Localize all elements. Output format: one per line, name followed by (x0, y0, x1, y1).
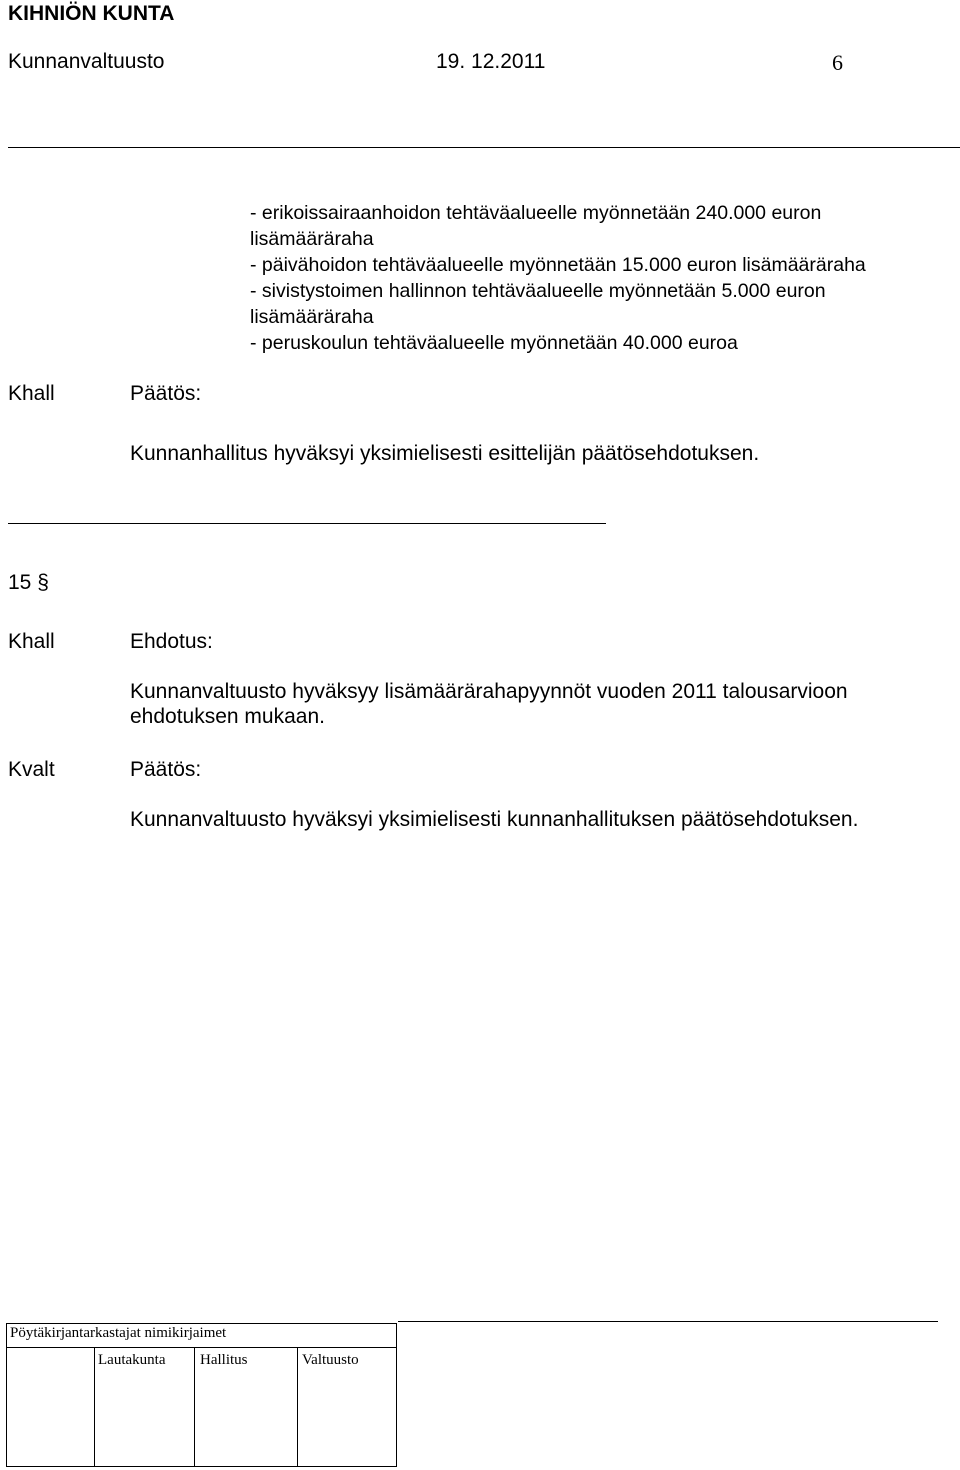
meeting-date: 19. 12.2011 (436, 50, 546, 73)
list-item: - päivähoidon tehtäväalueelle myönnetään 15.000 euron lisämääräraha (250, 254, 866, 276)
initials-table-title: Pöytäkirjantarkastajat nimikirjaimet (10, 1325, 227, 1341)
list-item: lisämääräraha (250, 228, 374, 250)
proposal-text-line1: Kunnanvaltuusto hyväksyy lisämäärärahapyynnöt vuoden 2011 talousarvioon (130, 680, 848, 703)
municipality-name: KIHNIÖN KUNTA (8, 2, 175, 25)
decision2-text: Kunnanvaltuusto hyväksyi yksimielisesti kunnanhallituksen päätösehdotuksen. (130, 808, 859, 831)
proposal-text-line2: ehdotuksen mukaan. (130, 705, 325, 728)
meeting-body: Kunnanvaltuusto (8, 50, 165, 73)
decision1-label: Päätös: (130, 382, 202, 405)
initials-column-divider (297, 1347, 298, 1467)
list-item: - sivistystoimen hallinnon tehtäväalueelle myönnetään 5.000 euron (250, 280, 826, 302)
list-item: - erikoissairaanhoidon tehtäväalueelle myönnetään 240.000 euron (250, 202, 822, 224)
initials-table-divider (6, 1347, 397, 1348)
initials-column-valtuusto: Valtuusto (302, 1352, 359, 1368)
decision2-label: Päätös: (130, 758, 202, 781)
list-item: lisämääräraha (250, 306, 374, 328)
initials-column-lautakunta: Lautakunta (98, 1352, 166, 1368)
initials-column-divider (94, 1347, 95, 1467)
initials-table (6, 1323, 397, 1467)
proposal-label: Ehdotus: (130, 630, 213, 653)
section-number: 15 § (8, 571, 49, 594)
header-divider (8, 147, 960, 148)
decision1-body: Khall (8, 382, 55, 405)
decision1-text: Kunnanhallitus hyväksyi yksimielisesti esittelijän päätösehdotuksen. (130, 442, 760, 465)
list-item: - peruskoulun tehtäväalueelle myönnetään 40.000 euroa (250, 332, 738, 354)
initials-column-divider (194, 1347, 195, 1467)
initials-column-hallitus: Hallitus (200, 1352, 248, 1368)
section-separator (8, 523, 606, 524)
footer-top-rule (398, 1321, 938, 1322)
decision2-body: Kvalt (8, 758, 55, 781)
page-number: 6 (832, 50, 843, 75)
proposal-body: Khall (8, 630, 55, 653)
